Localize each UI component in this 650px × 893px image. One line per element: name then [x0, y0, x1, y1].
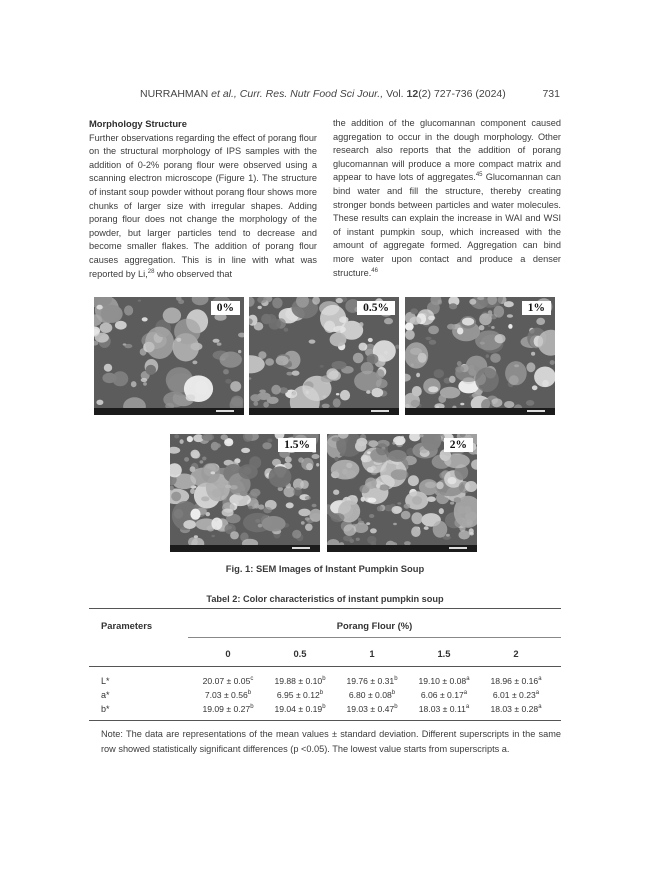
table-cell: 6.06 ± 0.17$^a$ [420, 690, 468, 700]
paragraph-right: the addition of the glucomannan component caused aggregation to occur in the dough morphology. Other research also reports that the addition of porang glucomannan will produce a more compact matrix and appear to have lots of aggregates.$^{45}$ Glucomannan can bind water and fill the structure, thereby creating stronger bonds between particles and water molecules. These results can explain the increase in WAI and WSI of instant pumpkin soup, which increased with the amount of aggregate formed. Aggregation can bind more water upon contact and produce a denser structure.$^{46}$ [333, 118, 561, 278]
table-top-rule [89, 608, 561, 609]
table-cell: 6.95 ± 0.12$^b$ [276, 690, 324, 700]
level-header: 2 [513, 648, 519, 659]
table-cell: 6.80 ± 0.08$^b$ [348, 690, 396, 700]
table-cell: 19.09 ± 0.27$^b$ [202, 704, 254, 714]
table-cell: 20.07 ± 0.05$^c$ [202, 676, 254, 686]
sem-image-panel [405, 297, 555, 415]
table-cell: 18.96 ± 0.16$^a$ [490, 676, 542, 686]
figure-caption: Fig. 1: SEM Images of Instant Pumpkin Soup [225, 563, 425, 574]
sem-info-bar [405, 408, 555, 415]
row-parameter-label: L* [101, 676, 110, 686]
sem-image-panel [170, 434, 320, 552]
table-caption: Tabel 2: Color characteristics of instant pumpkin soup [206, 594, 444, 604]
citation-ref: 46 [371, 267, 378, 274]
table-cell: 19.76 ± 0.31$^b$ [346, 676, 398, 686]
table-note: Note: The data are representations of the mean values ± standard deviation. Different superscripts in the same row showed statistically significant differences (p <0.05). The lowest value starts from superscripts a. [101, 729, 561, 754]
table-cell: 18.03 ± 0.28$^a$ [490, 704, 542, 714]
sem-image-panel [94, 297, 244, 415]
sem-info-bar [94, 408, 244, 415]
level-header: 1.5 [437, 648, 451, 659]
sem-panel-label: 2% [444, 438, 473, 452]
table-bottom-rule [89, 720, 561, 721]
table-cell: 6.01 ± 0.23$^a$ [492, 690, 540, 700]
level-header: 1 [369, 648, 375, 659]
sem-info-bar [170, 545, 320, 552]
sem-panel-label: 0% [211, 301, 240, 315]
sem-image-panel [249, 297, 399, 415]
table-cell: 18.03 ± 0.11$^a$ [418, 704, 470, 714]
row-parameter-label: a* [101, 690, 110, 700]
level-header: 0.5 [293, 648, 307, 659]
section-title: Morphology Structure [89, 118, 187, 129]
citation-ref: 45 [475, 172, 483, 179]
sem-image-panel [327, 434, 477, 552]
sem-info-bar [249, 408, 399, 415]
left-column [89, 117, 317, 281]
sem-info-bar [327, 545, 477, 552]
table-cell: 19.10 ± 0.08$^a$ [418, 676, 470, 686]
sem-panel-label: 0.5% [357, 301, 395, 315]
sem-panel-label: 1.5% [278, 438, 316, 452]
porang-flour-header: Porang Flour (%) [336, 620, 413, 631]
sem-panel-label: 1% [522, 301, 551, 315]
right-column [333, 117, 561, 280]
page-number: 731 [542, 88, 560, 100]
group-header-rule [188, 637, 561, 638]
level-header: 0 [225, 648, 231, 659]
citation-ref: 28 [147, 268, 155, 275]
paragraph-left: Further observations regarding the effect of porang flour on the structural morphology of IPS samples with the addition of 0-2% porang flour were observed using a scanning electron microscope (Figure 1). The structure of instant soup powder without porang flour shows more chunks of larger size with irregular shapes. Adding porang flour does not change the morphology of the powder, but larger particles tend to decrease and become smaller flakes. The addition of porang flour causes aggregation. This is in line with what was reported by Li,$^{28}$ who observed that [89, 132, 317, 279]
row-parameter-label: b* [101, 704, 110, 714]
table-cell: 19.88 ± 0.10$^b$ [274, 676, 326, 686]
running-header [140, 88, 560, 102]
table-cell: 19.03 ± 0.47$^b$ [346, 704, 398, 714]
table-cell: 7.03 ± 0.56$^b$ [204, 690, 252, 700]
running-title: NURRAHMAN et al., Curr. Res. Nutr Food Sci Jour., Vol. 12(2) 727-736 (2024) [140, 88, 506, 100]
parameters-header: Parameters [101, 620, 153, 631]
header-bottom-rule [89, 666, 561, 667]
table-cell: 19.04 ± 0.19$^b$ [274, 704, 326, 714]
